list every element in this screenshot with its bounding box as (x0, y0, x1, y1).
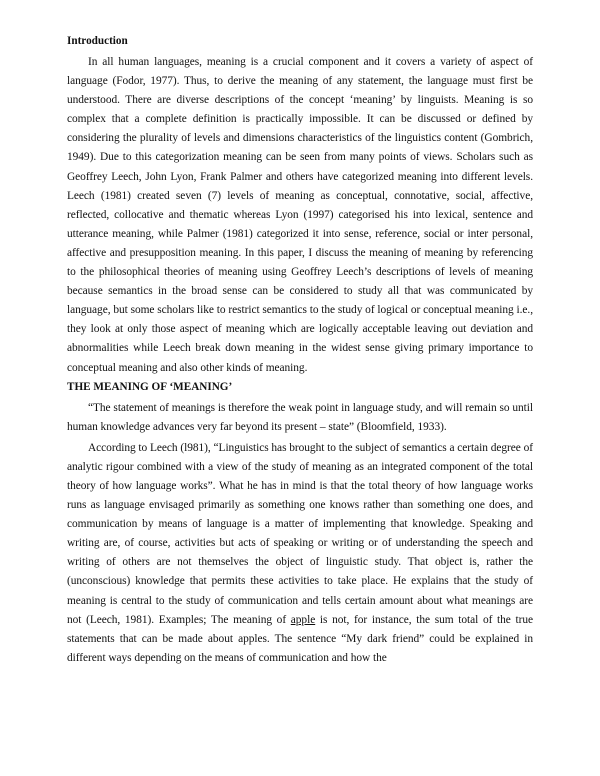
intro-paragraph: In all human languages, meaning is a crucial component and it covers a variety of aspect of language (Fodor, 1977). Thus, to derive the meaning of any statement, the language must first be understood. There are diverse descriptions of the concept ‘meaning’ by linguists. Meaning is so complex that a complete definition is practically impossible. It can be discussed or defined by considering the plurality of levels and dimensions characteristics of the linguistics content (Gombrich, 1949). Due to this categorization meaning can be seen from many points of views. Scholars such as Geoffrey Leech, John Lyon, Frank Palmer and others have categorized meaning into different levels. Leech (1981) created seven (7) levels of meaning as conceptual, connotative, social, affective, reflected, collocative and thematic whereas Lyon (1997) categorised his into lexical, sentence and utterance meaning, while Palmer (1981) categorized it into sense, reference, social or inter personal, affective and presupposition meaning. In this paper, I discuss the meaning of meaning by referencing to the philosophical theories of meaning using Geoffrey Leech’s descriptions of levels of meaning because semantics in the broad sense can be considered to study all that was communicated by language, but some scholars like to restrict semantics to the study of logical or conceptual meaning i.e., they look at only those aspect of meaning which are logically acceptable leaving out deviation and abnormalities while Leech break down meaning in the widest sense giving primary importance to conceptual meaning and also other kinds of meaning. (67, 56, 533, 374)
leech-paragraph-text-end: is not, for instance, the sum total of the true statements that can be made about apples. The sentence “My dark friend” could be explained in different ways depending on the means of communication and how the (67, 613, 533, 664)
leech-paragraph (67, 439, 533, 668)
section-title: Introduction (67, 35, 128, 47)
leech-paragraph-text-start: According to Leech (l981), “Linguistics has brought to the subject of semantics a certain degree of analytic rigour combined with a view of the study of meaning as an integrated component of the total theory of how language works”. What he has in mind is that the total theory of how language works runs as language envisaged primarily as something one knows rather than something one does, and communication by means of language is a matter of implementing that knowledge. Speaking and writing are, of course, activities but acts of speaking or writing or of understanding the speech and writing of others are not themselves the object of linguistic study. That object is, rather the (unconscious) knowledge that permits these activities to take place. He explains that the study of meaning is central to the study of communication and tells certain amount about what meanings are not (Leech, 1981). Examples; The meaning of (67, 441, 533, 626)
underlined-word: apple (290, 613, 316, 626)
subheading: THE MEANING OF ‘MEANING’ (67, 380, 233, 393)
quote-paragraph: “The statement of meanings is therefore the weak point in language study, and will remain so until human knowledge advances very far beyond its present – state” (Bloomfield, 1933). (67, 401, 533, 433)
document-page (67, 34, 533, 668)
